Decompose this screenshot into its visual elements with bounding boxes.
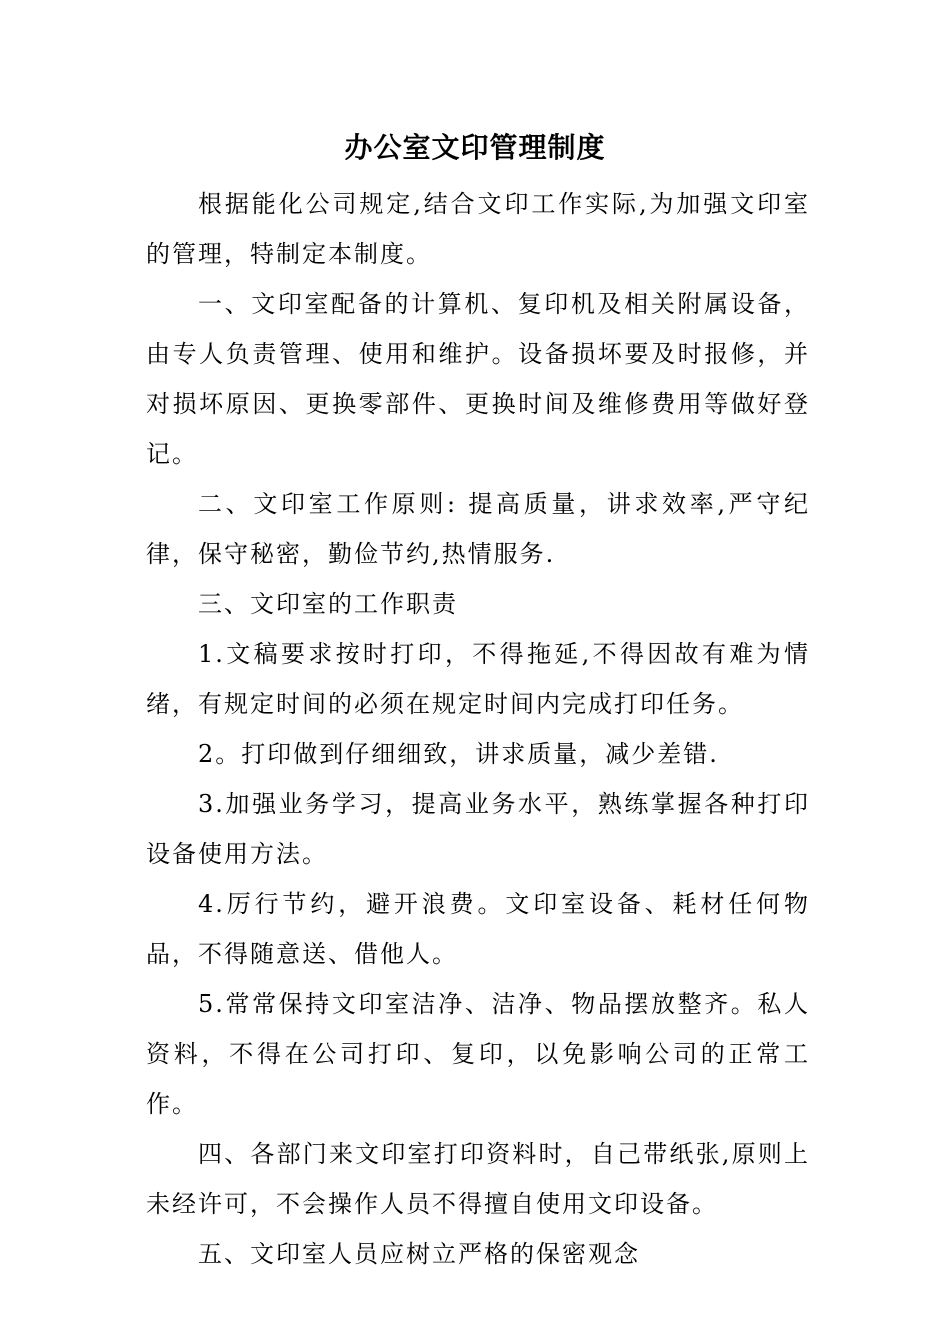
paragraph-section-3-heading: 三、文印室的工作职责 [198, 590, 458, 618]
paragraph-section-1: 一、文印室配备的计算机、复印机及相关附属设备，由专人负责管理、使用和维护。设备损坏要及时报修，并对损坏原因、更换零部件、更换时间及维修费用等做好登记。 [146, 290, 810, 468]
paragraph-intro: 根据能化公司规定,结合文印工作实际,为加强文印室的管理，特制定本制度。 [146, 190, 810, 268]
paragraph-section-4: 四、各部门来文印室打印资料时，自己带纸张,原则上未经许可，不会操作人员不得擅自使用文印设备。 [146, 1140, 810, 1218]
document-title: 办公室文印管理制度 [344, 131, 606, 164]
paragraph-section-5: 五、文印室人员应树立严格的保密观念 [198, 1240, 640, 1268]
paragraph-duty-1: 1.文稿要求按时打印，不得拖延,不得因故有难为情绪，有规定时间的必须在规定时间内完成打印任务。 [146, 640, 810, 718]
paragraph-duty-2: 2。打印做到仔细细致，讲求质量，减少差错. [198, 740, 719, 768]
document-body [146, 179, 810, 1279]
paragraph-duty-5: 5.常常保持文印室洁净、洁净、物品摆放整齐。私人资料，不得在公司打印、复印，以免影响公司的正常工作。 [146, 990, 810, 1118]
paragraph-duty-3: 3.加强业务学习，提高业务水平，熟练掌握各种打印设备使用方法。 [146, 790, 810, 868]
paragraph-duty-4: 4.厉行节约，避开浪费。文印室设备、耗材任何物品，不得随意送、借他人。 [146, 890, 810, 968]
paragraph-section-2: 二、文印室工作原则: 提高质量，讲求效率,严守纪律，保守秘密，勤俭节约,热情服务. [146, 490, 810, 568]
